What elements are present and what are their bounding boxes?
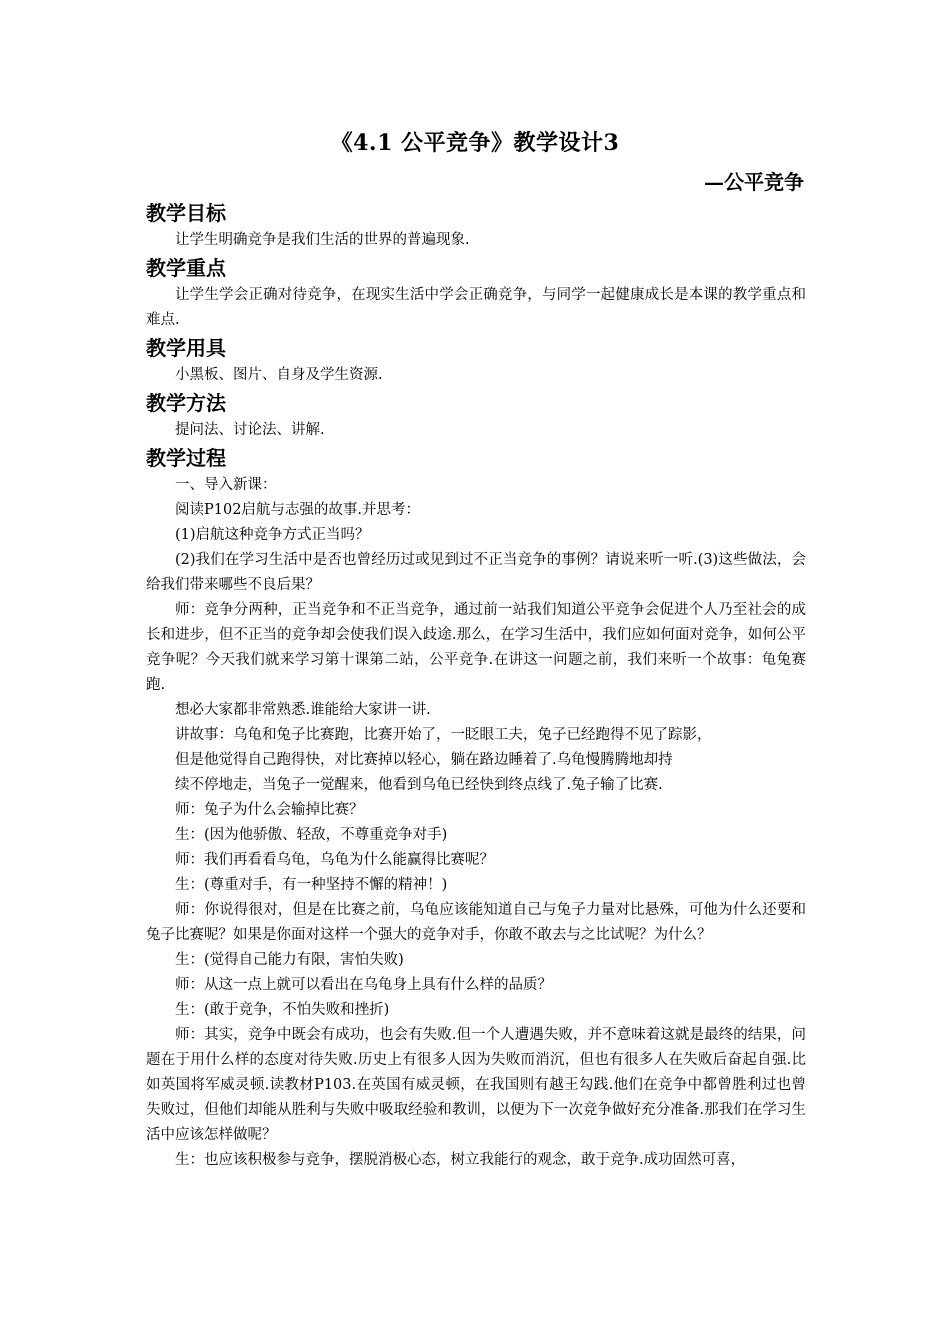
paragraph: 生：也应该积极参与竞争，摆脱消极心态，树立我能行的观念，敢于竞争.成功固然可喜，: [175, 1152, 746, 1168]
paragraph: 师：你说得很对，但是在比赛之前，乌龟应该能知道自己与兔子力量对比悬殊，可他为什么还要和兔子比赛呢？如果是你面对这样一个强大的竞争对手，你敢不敢去与之比试呢？为什么？: [146, 902, 806, 943]
paragraph: 讲故事：乌龟和兔子比赛跑，比赛开始了，一眨眼工夫，兔子已经跑得不见了踪影，: [175, 727, 712, 743]
paragraph: 让学生学会正确对待竞争，在现实生活中学会正确竞争，与同学一起健康成长是本课的教学重点和难点.: [146, 287, 806, 328]
document-body: [146, 198, 806, 1173]
paragraph: 生：(觉得自己能力有限，害怕失败): [175, 952, 404, 968]
paragraph: 小黑板、图片、自身及学生资源.: [175, 367, 383, 383]
section-heading: 教学过程: [146, 446, 226, 470]
paragraph: 一、导入新课：: [175, 477, 277, 493]
paragraph: 但是他觉得自己跑得快，对比赛掉以轻心，躺在路边睡着了.乌龟慢腾腾地却持: [175, 752, 673, 768]
paragraph: 师：兔子为什么会输掉比赛？: [175, 802, 364, 818]
paragraph: 让学生明确竞争是我们生活的世界的普遍现象.: [175, 232, 470, 248]
paragraph: 想必大家都非常熟悉.谁能给大家讲一讲.: [175, 702, 431, 718]
paragraph: 提问法、讨论法、讲解.: [175, 422, 325, 438]
section-heading: 教学目标: [146, 201, 226, 225]
section-heading: 教学重点: [146, 256, 226, 280]
paragraph: 师：竞争分两种，正当竞争和不正当竞争，通过前一站我们知道公平竞争会促进个人乃至社会的成长和进步，但不正当的竞争却会使我们误入歧途.那么，在学习生活中，我们应如何面对竞争，如何公平竞争呢？今天我们就来学习第十课第二站，公平竞争.在讲这一问题之前，我们来听一个故事：龟兔赛跑.: [146, 602, 806, 693]
section-heading: 教学方法: [146, 391, 226, 415]
paragraph: (2)我们在学习生活中是否也曾经历过或见到过不正当竞争的事例？请说来听一听.(3)这些做法，会给我们带来哪些不良后果？: [146, 552, 806, 593]
paragraph: 师：其实，竞争中既会有成功，也会有失败.但一个人遭遇失败，并不意味着这就是最终的结果，问题在于用什么样的态度对待失败.历史上有很多人因为失败而消沉，但也有很多人在失败后奋起自强.比如英国将军威灵顿.读教材P103.在英国有威灵顿，在我国则有越王勾践.他们在竞争中都曾胜利过也曾失败过，但他们却能从胜利与失败中吸取经验和教训，以便为下一次竞争做好充分准备.那我们在学习生活中应该怎样做呢？: [146, 1027, 806, 1143]
document-title: 《4.1 公平竞争》教学设计3: [330, 130, 620, 156]
section-heading: 教学用具: [146, 336, 226, 360]
paragraph: 阅读P102启航与志强的故事.并思考：: [175, 502, 421, 518]
paragraph: 生：(因为他骄傲、轻敌，不尊重竞争对手): [175, 827, 448, 843]
paragraph: 续不停地走，当兔子一觉醒来，他看到乌龟已经快到终点线了.兔子输了比赛.: [175, 777, 663, 793]
paragraph: 生：(尊重对手，有一种坚持不懈的精神！): [175, 877, 448, 893]
paragraph: (1)启航这种竞争方式正当吗？: [175, 527, 370, 543]
paragraph: 师：我们再看看乌龟，乌龟为什么能赢得比赛呢？: [175, 852, 494, 868]
document-subtitle: —公平竞争: [704, 170, 804, 194]
paragraph: 生：(敢于竞争，不怕失败和挫折): [175, 1002, 390, 1018]
paragraph: 师：从这一点上就可以看出在乌龟身上具有什么样的品质？: [175, 977, 552, 993]
